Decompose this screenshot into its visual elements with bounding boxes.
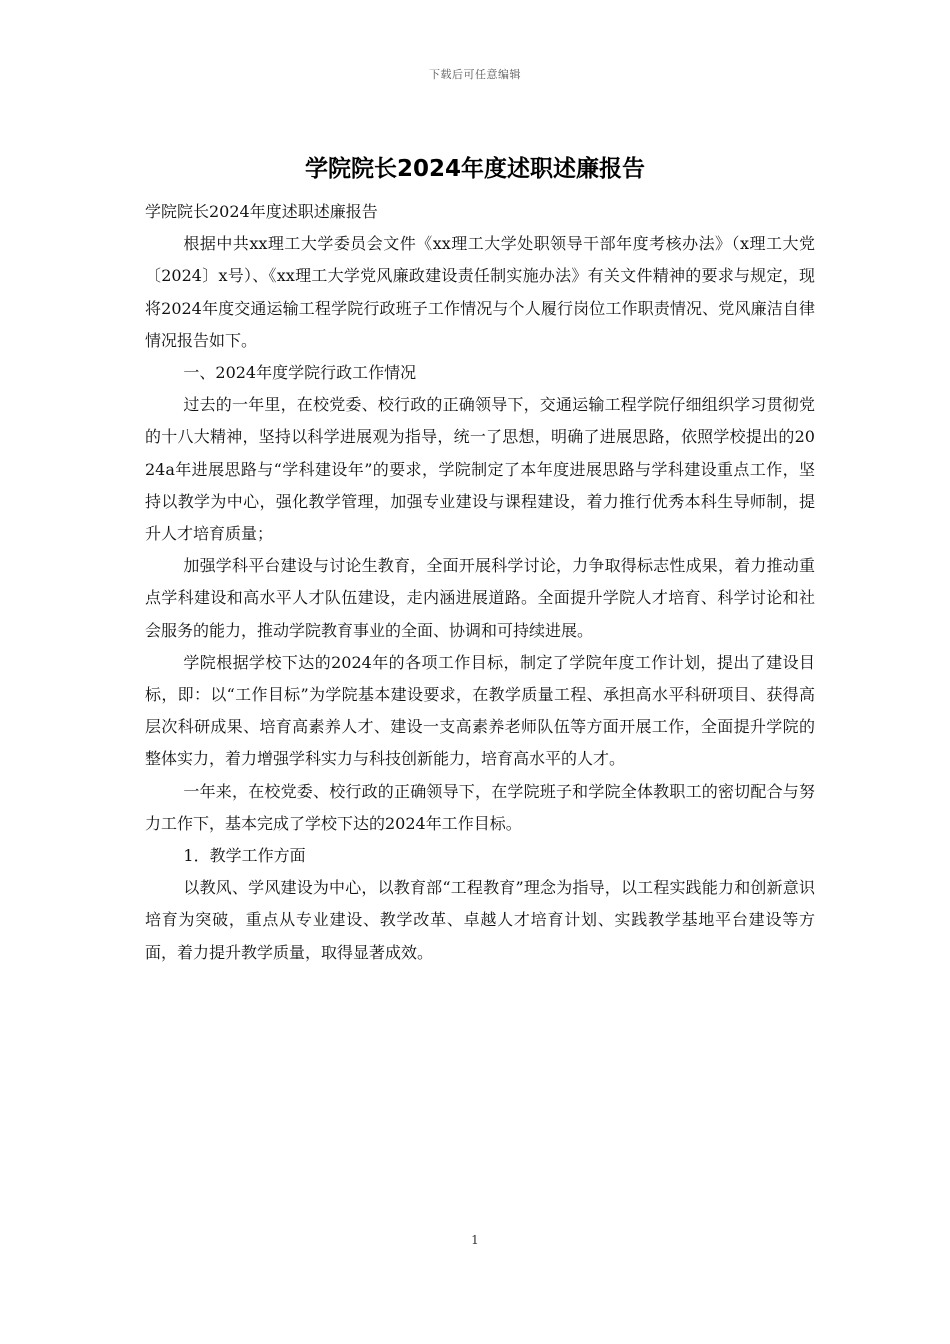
paragraph-review: 过去的一年里，在校党委、校行政的正确领导下，交通运输工程学院仔细组织学习贯彻党的十八大精神，坚持以科学进展观为指导，统一了思想，明确了进展思路，依照学校提出的2024a年进展思路与“学科建设年”的要求，学院制定了本年度进展思路与学科建设重点工作，坚持以教学为中心，强化教学管理，加强专业建设与课程建设，着力推行优秀本科生导师制，提升人才培育质量；	[145, 395, 815, 544]
document-title: 学院院长2024年度述职述廉报告	[304, 156, 645, 182]
paragraph-discipline: 加强学科平台建设与讨论生教育，全面开展科学讨论，力争取得标志性成果，着力推动重点学科建设和高水平人才队伍建设，走内涵进展道路。全面提升学院人才培育、科学讨论和社会服务的能力，推动学院教育事业的全面、协调和可持续进展。	[145, 556, 815, 640]
section-heading-1: 一、2024年度学院行政工作情况	[183, 363, 417, 383]
paragraph-goals: 学院根据学校下达的2024年的各项工作目标，制定了学院年度工作计划，提出了建设目标，即：以“工作目标”为学院基本建设要求，在教学质量工程、承担高水平科研项目、获得高层次科研成果、培育高素养人才、建设一支高素养老师队伍等方面开展工作，全面提升学院的整体实力，着力增强学科实力与科技创新能力，培育高水平的人才。	[145, 652, 815, 769]
paragraph-teaching: 以教风、学风建设为中心，以教育部“工程教育”理念为指导，以工程实践能力和创新意识培育为突破，重点从专业建设、教学改革、卓越人才培育计划、实践教学基地平台建设等方面，着力提升教学质量，取得显著成效。	[145, 878, 815, 962]
paragraph-achievement: 一年来，在校党委、校行政的正确领导下，在学院班子和学院全体教职工的密切配合与努力工作下，基本完成了学校下达的2024年工作目标。	[145, 781, 815, 833]
subsection-heading-teaching: 1．教学工作方面	[183, 846, 306, 866]
document-body	[145, 196, 815, 969]
page-number: 1	[471, 1233, 479, 1247]
subtitle-line: 学院院长2024年度述职述廉报告	[145, 202, 378, 221]
paragraph-intro: 根据中共xx理工大学委员会文件《xx理工大学处职领导干部年度考核办法》（x理工大党〔2024〕x号）、《xx理工大学党风廉政建设责任制实施办法》有关文件精神的要求与规定，现将2024年度交通运输工程学院行政班子工作情况与个人履行岗位工作职责情况、党风廉洁自律情况报告如下。	[145, 234, 815, 350]
header-note: 下载后可任意编辑	[429, 68, 521, 81]
